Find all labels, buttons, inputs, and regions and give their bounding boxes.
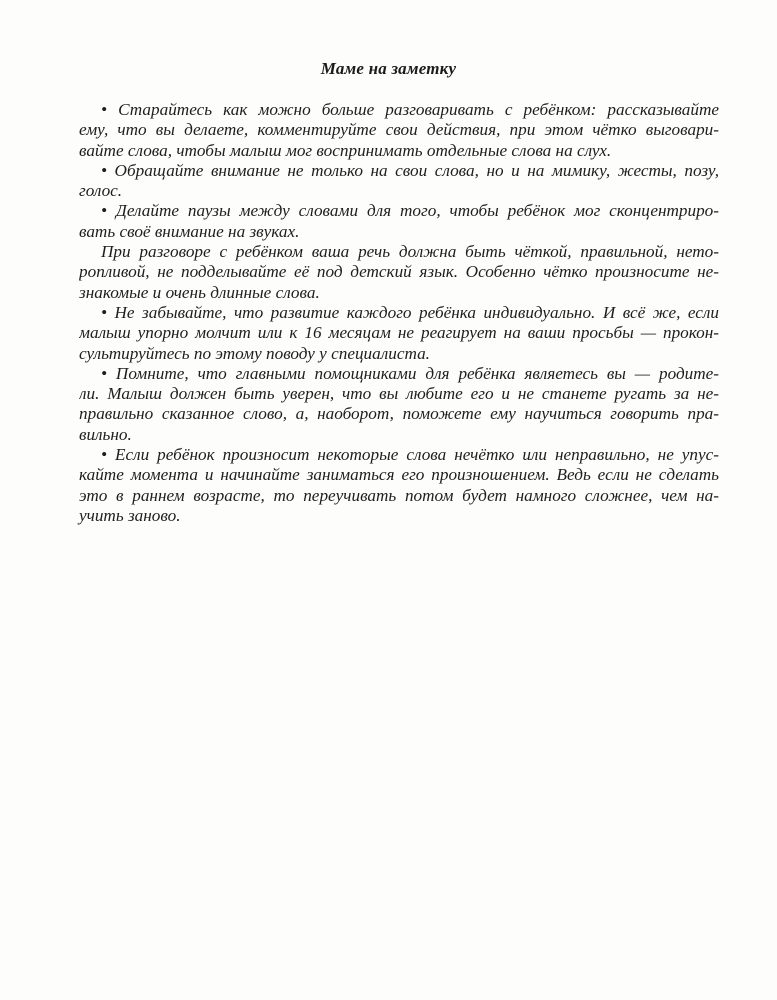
text-line: ли. Малыш должен быть уверен, что вы любите его и не станете ругать за не- (79, 384, 719, 404)
text-line: сультируйтесь по этому поводу у специалиста. (79, 343, 430, 363)
page-title: Маме на заметку (320, 59, 457, 78)
text-line: малыш упорно молчит или к 16 месяцам не реагирует на ваши просьбы — прокон- (79, 323, 719, 343)
text-line: • Старайтесь как можно больше разговаривать с ребёнком: рассказывайте (101, 100, 719, 119)
text-line: ему, что вы делаете, комментируйте свои действия, при этом чётко выговари- (79, 120, 719, 140)
text-line: это в раннем возрасте, то переучивать потом будет намного сложнее, чем на- (79, 485, 719, 505)
text-line: • Делайте паузы между словами для того, чтобы ребёнок мог сконцентриро- (101, 201, 719, 221)
text-line: кайте момента и начинайте заниматься его произношением. Ведь если не сделать (79, 465, 719, 485)
text-line: При разговоре с ребёнком ваша речь должна быть чёткой, правильной, нето- (101, 242, 719, 262)
text-line: • Если ребёнок произносит некоторые слова нечётко или неправильно, не упус- (101, 445, 719, 465)
paragraph-3 (79, 201, 719, 242)
text-line: голос. (79, 181, 123, 201)
text-line: • Не забывайте, что развитие каждого ребёнка индивидуально. И всё же, если (101, 302, 719, 322)
text-line: вайте слова, чтобы малыш мог воспринимать отдельные слова на слух. (79, 140, 612, 160)
paragraph-1 (79, 100, 719, 161)
text-line: правильно сказанное слово, а, наоборот, поможете ему научиться говорить пра- (79, 404, 719, 424)
text-line: знакомые и очень длинные слова. (79, 282, 320, 302)
text-line: ропливой, не подделывайте её под детский язык. Особенно чётко произносите не- (79, 262, 719, 282)
paragraph-6 (79, 364, 719, 445)
text-line: вать своё внимание на звуках. (79, 221, 300, 241)
paragraph-5 (79, 303, 719, 364)
text-line: вильно. (79, 424, 132, 444)
text-line: • Обращайте внимание не только на свои слова, но и на мимику, жесты, позу, (101, 160, 719, 180)
paragraph-2 (79, 161, 719, 202)
paragraph-4 (79, 242, 719, 303)
text-line: • Помните, что главными помощниками для ребёнка являетесь вы — родите- (101, 363, 719, 383)
text-line: учить заново. (79, 505, 181, 525)
document-body (79, 100, 719, 526)
paragraph-7 (79, 445, 719, 526)
